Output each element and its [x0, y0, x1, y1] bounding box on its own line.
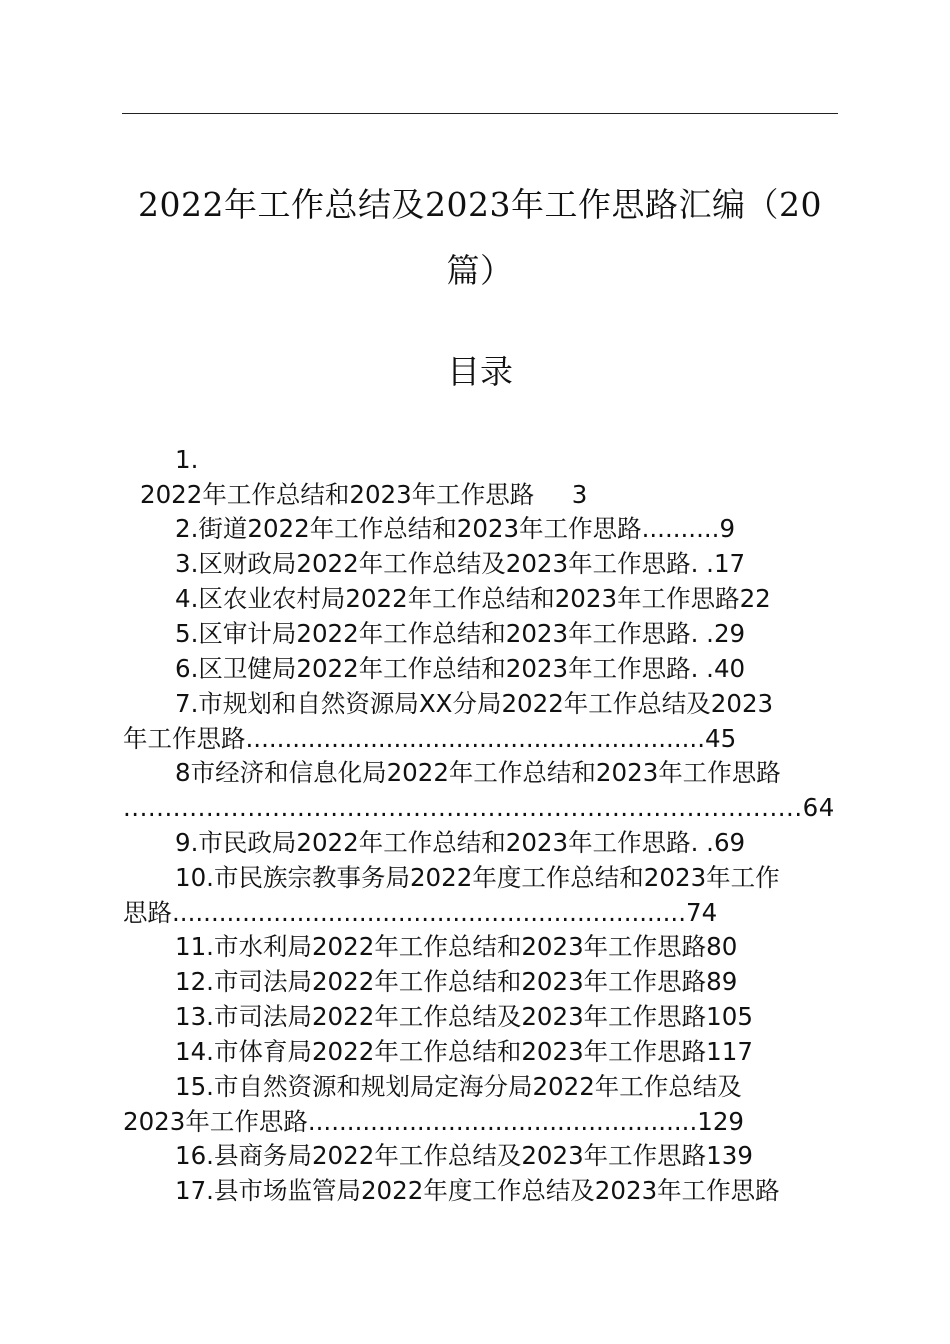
- toc-entry-15-line-2[interactable]: 2023年工作思路..................................................129: [123, 1107, 745, 1136]
- toc-entry-8-line-2[interactable]: ..................................................................................64: [123, 793, 835, 822]
- toc-entry-17[interactable]: 17.县市场监管局2022年度工作总结及2023年工作思路: [175, 1176, 780, 1205]
- toc-entry-1-page: 3: [571, 480, 588, 509]
- toc-entry-2[interactable]: 2.街道2022年工作总结和2023年工作思路..........9: [175, 514, 736, 543]
- toc-entry-3[interactable]: 3.区财政局2022年工作总结及2023年工作思路. .17: [175, 549, 746, 578]
- toc-entry-14[interactable]: 14.市体育局2022年工作总结和2023年工作思路117: [175, 1037, 753, 1066]
- toc-entry-10-line-2[interactable]: 思路..................................................................74: [123, 898, 718, 927]
- header-rule: [122, 113, 838, 114]
- toc-entry-1-title[interactable]: [140, 478, 587, 512]
- toc-entry-7-line-2[interactable]: 年工作思路...........................................................45: [123, 724, 737, 753]
- toc-entry-9[interactable]: 9.市民政局2022年工作总结和2023年工作思路. .69: [175, 828, 746, 857]
- title-line-1: 2022年工作总结及2023年工作思路汇编（20: [138, 185, 822, 224]
- toc-entry-13[interactable]: 13.市司法局2022年工作总结及2023年工作思路105: [175, 1002, 753, 1031]
- toc-entry-16[interactable]: 16.县商务局2022年工作总结及2023年工作思路139: [175, 1141, 753, 1170]
- toc-entry-8-line-1[interactable]: 8市经济和信息化局2022年工作总结和2023年工作思路: [175, 758, 781, 787]
- title-line-2: 篇）: [446, 251, 514, 290]
- document-title: [110, 172, 850, 304]
- toc-entry-6[interactable]: 6.区卫健局2022年工作总结和2023年工作思路. .40: [175, 654, 746, 683]
- toc-entry-1-text: 2022年工作总结和2023年工作思路: [140, 480, 535, 509]
- toc-entry-7-line-1[interactable]: 7.市规划和自然资源局XX分局2022年工作总结及2023: [175, 689, 774, 718]
- toc-entry-1-number[interactable]: 1.: [175, 445, 199, 474]
- toc-entry-12[interactable]: 12.市司法局2022年工作总结和2023年工作思路89: [175, 967, 738, 996]
- toc-entry-11[interactable]: 11.市水利局2022年工作总结和2023年工作思路80: [175, 932, 738, 961]
- toc-heading: 目录: [447, 352, 513, 391]
- toc-entry-5[interactable]: 5.区审计局2022年工作总结和2023年工作思路. .29: [175, 619, 746, 648]
- toc-entry-10-line-1[interactable]: 10.市民族宗教事务局2022年度工作总结和2023年工作: [175, 863, 780, 892]
- toc-entry-15-line-1[interactable]: 15.市自然资源和规划局定海分局2022年工作总结及: [175, 1072, 742, 1101]
- toc-entry-4[interactable]: 4.区农业农村局2022年工作总结和2023年工作思路22: [175, 584, 771, 613]
